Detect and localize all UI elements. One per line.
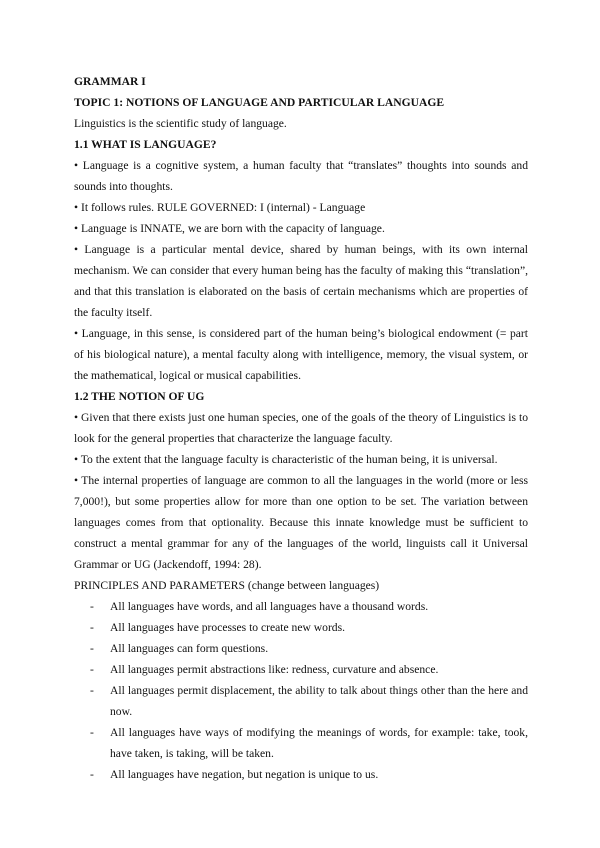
list-item bbox=[74, 659, 528, 680]
dash-marker: - bbox=[90, 768, 94, 781]
list-item bbox=[74, 722, 528, 764]
document-page bbox=[74, 71, 528, 785]
paragraph: • Given that there exists just one human species, one of the goals of the theory of Linguistics is to look for the general properties that characterize the language faculty. bbox=[74, 411, 528, 445]
dash-marker: - bbox=[90, 684, 94, 697]
list-item-text: All languages have words, and all languages have a thousand words. bbox=[110, 600, 429, 613]
paragraph: • Language is INNATE, we are born with the capacity of language. bbox=[74, 222, 385, 235]
section-heading-what-is-language: 1.1 WHAT IS LANGUAGE? bbox=[74, 138, 217, 151]
paragraph: • Language is a particular mental device, shared by human beings, with its own internal mechanism. We can consider that every human being has the faculty of making this “translation”, and that this translation is elaborated on the basis of certain mechanisms which are properties of the faculty itself. bbox=[74, 243, 528, 319]
principles-heading: PRINCIPLES AND PARAMETERS (change between languages) bbox=[74, 579, 380, 592]
list-item-text: All languages permit displacement, the ability to talk about things other than the here and now. bbox=[110, 684, 528, 718]
list-item bbox=[74, 638, 528, 659]
paragraph: • Language, in this sense, is considered part of the human being’s biological endowment (= part of his biological nature), a mental faculty along with intelligence, memory, the visual system, or the mathematical, logical or musical capabilities. bbox=[74, 327, 528, 382]
doc-title: GRAMMAR I bbox=[74, 75, 146, 88]
section-heading-notion-of-ug: 1.2 THE NOTION OF UG bbox=[74, 390, 205, 403]
dash-marker: - bbox=[90, 642, 94, 655]
list-item-text: All languages can form questions. bbox=[110, 642, 269, 655]
list-item bbox=[74, 680, 528, 722]
list-item bbox=[74, 617, 528, 638]
list-item-text: All languages have ways of modifying the meanings of words, for example: take, took, have taken, is taking, will be taken. bbox=[110, 726, 528, 760]
list-item-text: All languages have processes to create new words. bbox=[110, 621, 346, 634]
paragraph: • The internal properties of language are common to all the languages in the world (more or less 7,000!), but some properties allow for more than one option to be set. The variation between languages comes from that optionality. Because this innate knowledge must be sufficient to construct a mental grammar for any of the languages of the world, linguists call it Universal Grammar or UG (Jackendoff, 1994: 28). bbox=[74, 474, 528, 571]
dash-marker: - bbox=[90, 621, 94, 634]
list-item bbox=[74, 764, 528, 785]
paragraph: • It follows rules. RULE GOVERNED: I (internal) - Language bbox=[74, 201, 366, 214]
paragraph: • To the extent that the language faculty is characteristic of the human being, it is universal. bbox=[74, 453, 498, 466]
dash-marker: - bbox=[90, 600, 94, 613]
principles-list bbox=[74, 596, 528, 785]
dash-marker: - bbox=[90, 726, 94, 739]
dash-marker: - bbox=[90, 663, 94, 676]
list-item-text: All languages permit abstractions like: redness, curvature and absence. bbox=[110, 663, 439, 676]
intro-text: Linguistics is the scientific study of language. bbox=[74, 117, 287, 130]
paragraph: • Language is a cognitive system, a human faculty that “translates” thoughts into sounds and sounds into thoughts. bbox=[74, 159, 528, 193]
list-item bbox=[74, 596, 528, 617]
topic-heading: TOPIC 1: NOTIONS OF LANGUAGE AND PARTICULAR LANGUAGE bbox=[74, 96, 445, 109]
list-item-text: All languages have negation, but negation is unique to us. bbox=[110, 768, 379, 781]
